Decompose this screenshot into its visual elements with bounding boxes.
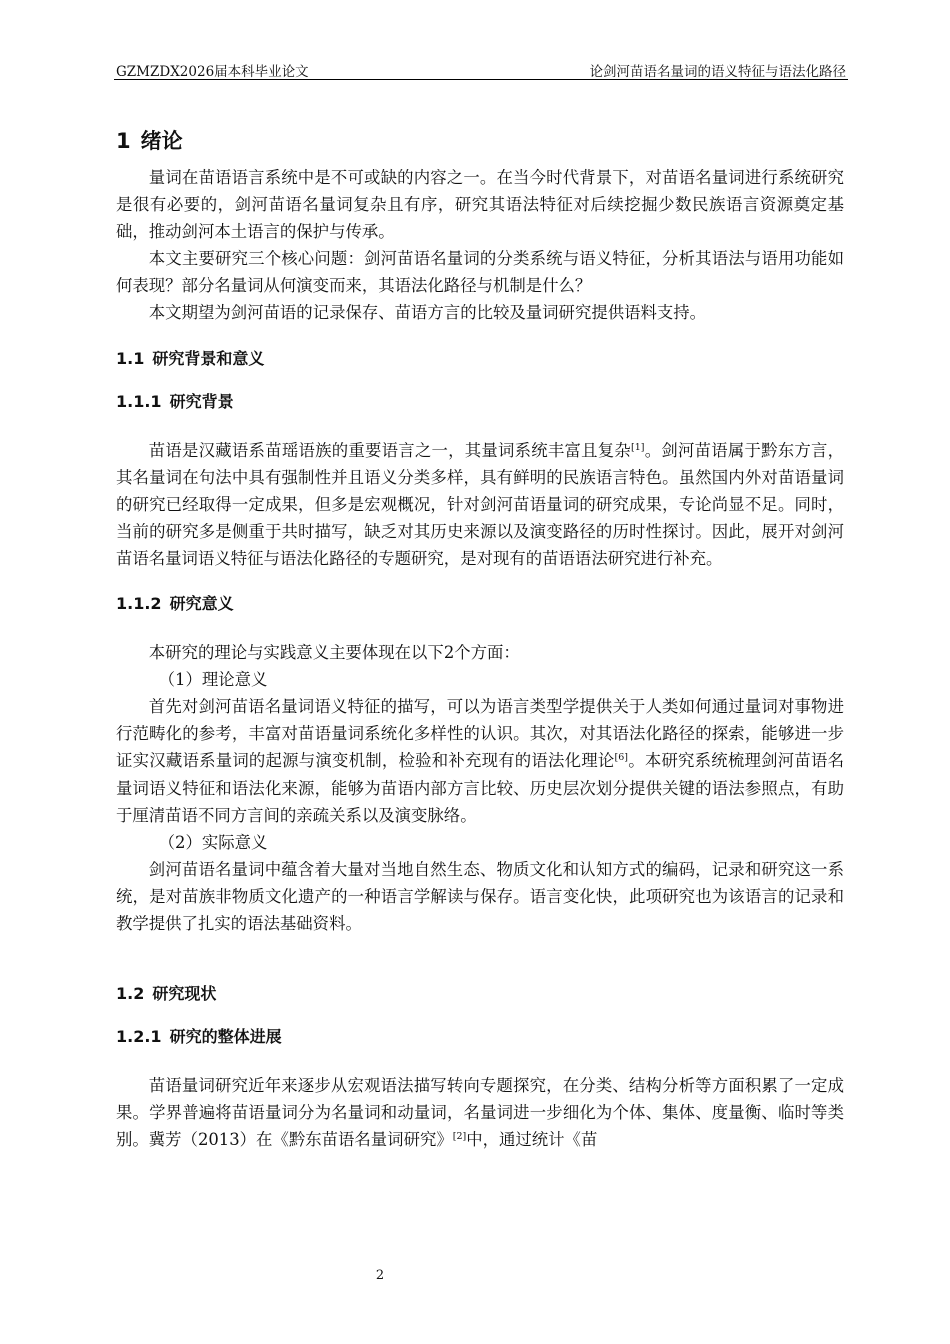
chapter-number: 1 [116, 129, 131, 153]
subsection-number: 1.1.1 [116, 391, 162, 411]
list-item-heading: （1）理论意义 [158, 670, 268, 690]
chapter-heading [116, 126, 844, 156]
body-paragraph: 本研究的理论与实践意义主要体现在以下2个方面： [148, 643, 520, 663]
section-heading-1-1 [116, 347, 844, 371]
body-paragraph: 首先对剑河苗语名量词语义特征的描写，可以为语言类型学提供关于人类如何通过量词对事物进行范畴化的参考，丰富对苗语量词系统化多样性的认识。其次，对其语法化路径的探索，能够进一步证实汉藏语系量词的起源与演变机制，检验和补充现有的语法化理论[6]。本研究系统梳理剑河苗语名量词语义特征和语法化来源，能够为苗语内部方言比较、历史层次划分提供关键的语法参照点，有助于厘清苗语不同方言间的亲疏关系以及演变脉络。 [116, 697, 845, 825]
body-paragraph: 剑河苗语名量词中蕴含着大量对当地自然生态、物质文化和认知方式的编码，记录和研究这一系统，是对苗族非物质文化遗产的一种语言学解读与保存。语言变化快，此项研究也为该语言的记录和教学提供了扎实的语法基础资料。 [116, 859, 844, 933]
subsection-heading-1-1-2 [116, 592, 844, 616]
running-header-left: GZMZDX2026届本科毕业论文 [116, 64, 309, 80]
intro-paragraph: 本文期望为剑河苗语的记录保存、苗语方言的比较及量词研究提供语料支持。 [148, 303, 707, 323]
subsection-number: 1.1.2 [116, 594, 162, 614]
subsection-heading-1-1-1 [116, 390, 844, 414]
subsection-title: 研究意义 [169, 594, 234, 614]
list-item-heading: （2）实际意义 [158, 832, 268, 852]
intro-paragraph: 量词在苗语语言系统中是不可或缺的内容之一。在当今时代背景下，对苗语名量词进行系统研究是很有必要的，剑河苗语名量词复杂且有序，研究其语法特征对后续挖掘少数民族语言资源奠定基础，推动剑河本土语言的保护与传承。 [116, 168, 844, 242]
citation-ref: [1] [631, 441, 645, 453]
subsection-heading-1-2-1 [116, 1025, 844, 1049]
subsection-title: 研究背景 [169, 391, 234, 411]
header-divider [114, 79, 848, 80]
section-heading-1-2 [116, 982, 844, 1006]
running-header-right: 论剑河苗语名量词的语义特征与语法化路径 [589, 64, 846, 80]
section-title: 研究现状 [152, 984, 217, 1004]
page-number: 2 [375, 1268, 385, 1283]
subsection-title: 研究的整体进展 [169, 1027, 282, 1047]
section-number: 1.1 [116, 348, 145, 368]
citation-ref: [6] [614, 752, 628, 764]
intro-paragraph: 本文主要研究三个核心问题：剑河苗语名量词的分类系统与语义特征，分析其语法与语用功能如何表现？部分名量词从何演变而来，其语法化路径与机制是什么？ [116, 249, 844, 296]
section-number: 1.2 [116, 984, 145, 1004]
page-body [116, 126, 844, 1153]
section-title: 研究背景和意义 [152, 348, 265, 368]
body-paragraph: 苗语量词研究近年来逐步从宏观语法描写转向专题探究，在分类、结构分析等方面积累了一定成果。学界普遍将苗语量词分为名量词和动量词，名量词进一步细化为个体、集体、度量衡、临时等类别。冀芳（2013）在《黔东苗语名量词研究》[2]中，通过统计《苗 [116, 1076, 844, 1150]
chapter-title: 绪论 [140, 129, 183, 153]
subsection-number: 1.2.1 [116, 1027, 162, 1047]
citation-ref: [2] [452, 1131, 467, 1143]
body-paragraph: 苗语是汉藏语系苗瑶语族的重要语言之一，其量词系统丰富且复杂[1]。剑河苗语属于黔东方言，其名量词在句法中具有强制性并且语义分类多样，具有鲜明的民族语言特色。虽然国内外对苗语量词的研究已经取得一定成果，但多是宏观概况，针对剑河苗语量词的研究成果，专论尚显不足。同时，当前的研究多是侧重于共时描写，缺乏对其历史来源以及演变路径的历时性探讨。因此，展开对剑河苗语名量词语义特征与语法化路径的专题研究，是对现有的苗语语法研究进行补充。 [116, 440, 845, 568]
